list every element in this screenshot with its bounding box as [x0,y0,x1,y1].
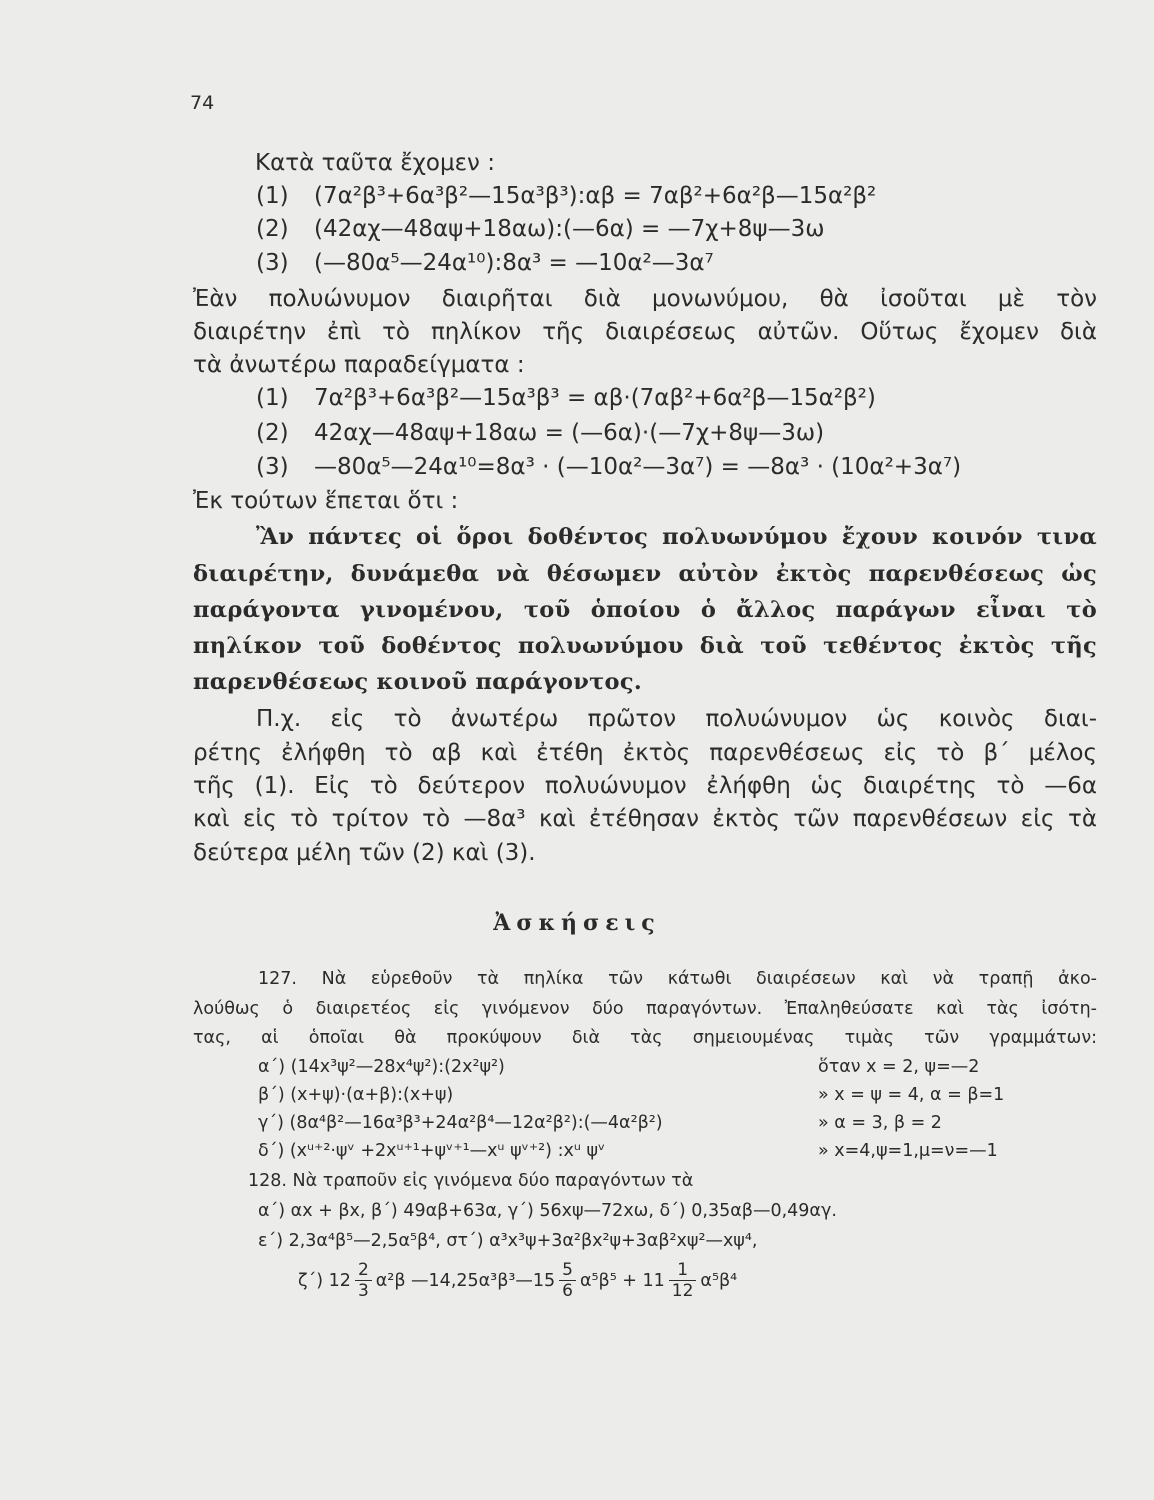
page-number: 74 [190,92,215,114]
equation-2b [256,420,824,446]
equation-label: (1) [256,183,289,209]
exercise-127-text: λούθως ὁ διαιρετέος εἰς γινόμενον δύο παραγόντων. Ἐπαληθεύσατε καὶ τὰς ἰσότη- [193,999,1097,1019]
exercise-128-z [298,1260,737,1302]
equation-2 [256,216,825,242]
rule-line: παράγοντα γινομένου, τοῦ ὁποίου ὁ ἄλλος παράγων εἶναι τὸ [193,597,1097,623]
fraction-numerator: 1 [669,1260,697,1281]
exercise-item: β΄) (x+ψ)·(α+β):(x+ψ) [258,1085,454,1105]
exercises-heading: Ἀσκήσεις [493,910,661,936]
rule-line: πηλίκον τοῦ δοθέντος πολυωνύμου διὰ τοῦ τεθέντος ἐκτὸς τῆς [193,633,1097,659]
equation-3b [256,454,961,480]
exercise-item: γ΄) (8α⁴β²—16α³β³+24α²β⁴—12α²β²):(—4α²β²) [258,1113,663,1133]
exercise-condition: » α = 3, β = 2 [818,1113,942,1133]
intro-line: Κατὰ ταῦτα ἔχομεν : [255,150,495,176]
equation-3 [256,250,714,276]
example-line: Π.χ. εἰς τὸ ἀνωτέρω πρῶτον πολυώνυμον ὡς κοινὸς διαι- [256,706,1097,732]
paragraph-line: τὰ ἀνωτέρω παραδείγματα : [193,352,525,378]
example-line: καὶ εἰς τὸ τρίτον τὸ —8α³ καὶ ἐτέθησαν ἐκτὸς τῶν παρενθέσεων εἰς τὰ [193,806,1097,832]
fraction-denominator: 12 [671,1281,694,1302]
paragraph-line: διαιρέτην ἐπὶ τὸ πηλίκον τῆς διαιρέσεως αὐτῶν. Οὕτως ἔχομεν διὰ [193,319,1097,345]
equation-expr: (42αχ—48αψ+18αω):(—6α) = —7χ+8ψ—3ω [314,216,825,242]
exercise-condition: ὅταν x = 2, ψ=—2 [818,1057,980,1077]
equation-label: (3) [256,454,289,480]
example-line: δεύτερα μέλη τῶν (2) καὶ (3). [193,840,536,866]
rule-line: διαιρέτην, δυνάμεθα νὰ θέσωμεν αὐτὸν ἐκτὸς παρενθέσεως ὡς [193,561,1097,587]
fraction [669,1260,697,1302]
fraction-denominator: 3 [357,1281,369,1302]
paragraph-line: Ἐὰν πολυώνυμον διαιρῆται διὰ μονωνύμου, θὰ ἰσοῦται μὲ τὸν [193,286,1097,312]
z-term: α²β —14,25α³β³—15 [375,1270,556,1291]
fraction [355,1260,372,1302]
fraction-numerator: 2 [355,1260,372,1281]
equation-expr: 42αχ—48αψ+18αω = (—6α)·(—7χ+8ψ—3ω) [314,420,825,446]
exercise-128-line: α΄) αx + βx, β΄) 49αβ+63α, γ΄) 56xψ—72xω, δ΄) 0,35αβ—0,49αγ. [258,1201,837,1221]
example-line: τῆς (1). Εἰς τὸ δεύτερον πολυώνυμον ἐλήφθη ὡς διαιρέτης τὸ —6α [193,773,1097,799]
equation-expr: —80α⁵—24α¹⁰=8α³ · (—10α²—3α⁷) = —8α³ · (10α²+3α⁷) [314,454,962,480]
equation-1 [256,183,876,209]
exercise-item: δ΄) (xᵘ⁺²·ψᵛ +2xᵘ⁺¹+ψᵛ⁺¹—xᵘ ψᵛ⁺²) :xᵘ ψᵛ [258,1141,606,1161]
exercise-128-title: 128. Νὰ τραποῦν εἰς γινόμενα δύο παραγόντων τὰ [248,1171,694,1191]
equation-expr: (—80α⁵—24α¹⁰):8α³ = —10α²—3α⁷ [314,250,714,276]
equation-label: (3) [256,250,289,276]
equation-label: (2) [256,420,289,446]
equation-expr: (7α²β³+6α³β²—15α³β³):αβ = 7αβ²+6α²β—15α²β² [314,183,877,209]
equation-expr: 7α²β³+6α³β²—15α³β³ = αβ·(7αβ²+6α²β—15α²β²) [314,385,876,411]
z-term: α⁵β⁵ + 11 [579,1270,665,1291]
exercise-127-text: 127. Νὰ εὑρεθοῦν τὰ πηλίκα τῶν κάτωθι διαιρέσεων καὶ νὰ τραπῇ ἀκο- [258,969,1097,989]
exercise-condition: » x = ψ = 4, α = β=1 [818,1085,1005,1105]
rule-line: Ἂν πάντες οἱ ὅροι δοθέντος πολυωνύμου ἔχουν κοινόν τινα [256,524,1097,550]
exercise-condition: » x=4,ψ=1,μ=ν=—1 [818,1141,998,1161]
z-label: ζ΄) 12 [298,1270,351,1291]
fraction-denominator: 6 [562,1281,573,1302]
follows-line: Ἐκ τούτων ἕπεται ὅτι : [193,488,459,514]
fraction [559,1260,576,1302]
equation-1b [256,385,876,411]
fraction-numerator: 5 [559,1260,576,1281]
rule-line: παρενθέσεως κοινοῦ παράγοντος. [193,669,642,695]
exercise-127-text: τας, αἱ ὁποῖαι θὰ προκύψουν διὰ τὰς σημειουμένας τιμὰς τῶν γραμμάτων: [193,1028,1097,1048]
equation-label: (1) [256,385,289,411]
equation-label: (2) [256,216,289,242]
exercise-128-line: ε΄) 2,3α⁴β⁵—2,5α⁵β⁴, στ΄) α³x³ψ+3α²βx²ψ+3αβ²xψ²—xψ⁴, [258,1231,758,1251]
example-line: ρέτης ἐλήφθη τὸ αβ καὶ ἐτέθη ἐκτὸς παρενθέσεως εἰς τὸ β΄ μέλος [193,740,1097,766]
exercise-item: α΄) (14x³ψ²—28x⁴ψ²):(2x²ψ²) [258,1057,505,1077]
z-term: α⁵β⁴ [700,1270,738,1291]
